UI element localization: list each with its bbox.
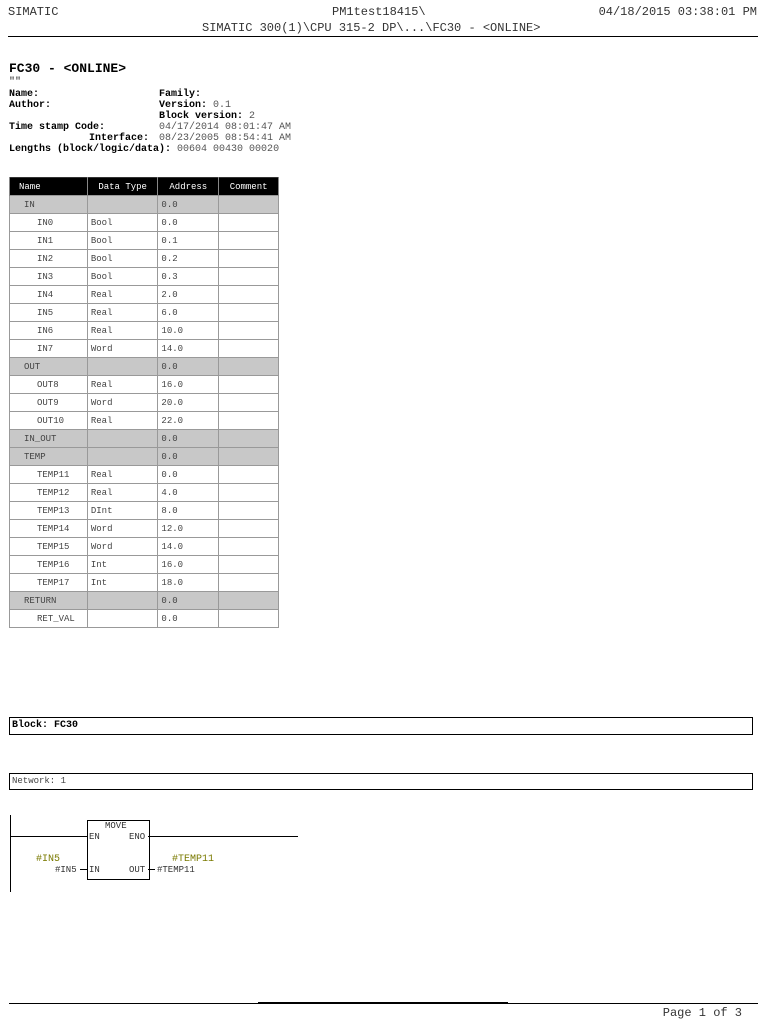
- cell-data-type: Bool: [87, 250, 158, 268]
- cell-comment: [219, 520, 279, 538]
- table-header-row: [10, 178, 279, 196]
- header-datetime: 04/18/2015 03:38:01 PM: [598, 5, 757, 19]
- out-operand[interactable]: #TEMP11: [157, 865, 195, 875]
- cell-data-type: Word: [87, 394, 158, 412]
- cell-address: 18.0: [158, 574, 219, 592]
- in-pin-wire: [80, 869, 87, 870]
- cell-data-type: Real: [87, 466, 158, 484]
- cell-address: 10.0: [158, 322, 219, 340]
- eno-wire: [148, 836, 298, 837]
- table-row: [10, 556, 279, 574]
- cell-address: 8.0: [158, 502, 219, 520]
- cell-data-type: Bool: [87, 214, 158, 232]
- cell-address: 6.0: [158, 304, 219, 322]
- table-row: [10, 502, 279, 520]
- cell-name: OUT9: [10, 394, 88, 412]
- cell-comment: [219, 286, 279, 304]
- cell-address: 4.0: [158, 484, 219, 502]
- table-row: [10, 520, 279, 538]
- table-row: [10, 376, 279, 394]
- table-section-row: [10, 448, 279, 466]
- cell-address: 14.0: [158, 340, 219, 358]
- out-symbol-comment: #TEMP11: [172, 854, 215, 865]
- table-row: [10, 250, 279, 268]
- cell-comment: [219, 430, 279, 448]
- cell-comment: [219, 412, 279, 430]
- cell-name: TEMP16: [10, 556, 88, 574]
- cell-name: IN0: [10, 214, 88, 232]
- timestamp-interface-value: 08/23/2005 08:54:41 AM: [159, 133, 292, 144]
- cell-data-type: Bool: [87, 232, 158, 250]
- table-section-row: [10, 592, 279, 610]
- table-section-row: [10, 430, 279, 448]
- cell-address: 0.0: [158, 466, 219, 484]
- cell-comment: [219, 250, 279, 268]
- cell-data-type: Bool: [87, 268, 158, 286]
- name-label: Name:: [9, 89, 40, 100]
- cell-comment: [219, 196, 279, 214]
- cell-comment: [219, 574, 279, 592]
- table-row: [10, 466, 279, 484]
- table-row: [10, 340, 279, 358]
- table-row: [10, 394, 279, 412]
- cell-comment: [219, 268, 279, 286]
- cell-data-type: Real: [87, 322, 158, 340]
- move-block-title: MOVE: [105, 821, 127, 831]
- cell-address: 0.0: [158, 214, 219, 232]
- table-row: [10, 538, 279, 556]
- timestamp-label: Time stamp Code:: [9, 122, 106, 133]
- cell-data-type: Word: [87, 538, 158, 556]
- in-operand[interactable]: #IN5: [55, 865, 77, 875]
- cell-data-type: Real: [87, 412, 158, 430]
- cell-name: IN4: [10, 286, 88, 304]
- version-row: Version: 0.1: [159, 100, 232, 111]
- family-label: Family:: [159, 89, 202, 100]
- cell-data-type: Int: [87, 556, 158, 574]
- cell-name: TEMP17: [10, 574, 88, 592]
- block-version-value: 2: [249, 111, 256, 122]
- cell-comment: [219, 394, 279, 412]
- block-label: Block: FC30: [12, 720, 79, 731]
- cell-name: IN5: [10, 304, 88, 322]
- network-label: Network: 1: [12, 776, 67, 786]
- column-name: Name: [10, 178, 88, 196]
- cell-address: 0.1: [158, 232, 219, 250]
- block-version-row: Block version: 2: [159, 111, 256, 122]
- eno-pin-label: ENO: [129, 832, 146, 842]
- table-row: [10, 412, 279, 430]
- in-pin-label: IN: [89, 865, 100, 875]
- power-rail: [10, 815, 11, 892]
- cell-name: IN: [10, 196, 88, 214]
- cell-address: 16.0: [158, 556, 219, 574]
- cell-name: RET_VAL: [10, 610, 88, 628]
- cell-name: OUT: [10, 358, 88, 376]
- cell-name: IN3: [10, 268, 88, 286]
- cell-name: TEMP12: [10, 484, 88, 502]
- cell-data-type: Real: [87, 376, 158, 394]
- cell-address: 2.0: [158, 286, 219, 304]
- cell-name: RETURN: [10, 592, 88, 610]
- cell-name: IN7: [10, 340, 88, 358]
- cell-comment: [219, 466, 279, 484]
- cell-data-type: [87, 448, 158, 466]
- out-pin-wire: [148, 869, 155, 870]
- cell-data-type: [87, 430, 158, 448]
- table-row: [10, 286, 279, 304]
- cell-name: IN6: [10, 322, 88, 340]
- cell-address: 0.2: [158, 250, 219, 268]
- en-wire: [10, 836, 87, 837]
- table-section-row: [10, 358, 279, 376]
- table-row: [10, 484, 279, 502]
- cell-data-type: DInt: [87, 502, 158, 520]
- cell-address: 16.0: [158, 376, 219, 394]
- table-section-row: [10, 196, 279, 214]
- cell-comment: [219, 304, 279, 322]
- block-title: FC30 - <ONLINE>: [9, 61, 127, 76]
- table-row: [10, 322, 279, 340]
- cell-address: 0.0: [158, 448, 219, 466]
- version-value: 0.1: [213, 100, 232, 111]
- cell-address: 20.0: [158, 394, 219, 412]
- interface-table-body: [10, 196, 279, 628]
- lengths-row: Lengths (block/logic/data): 00604 00430 00020: [9, 144, 280, 155]
- table-row: [10, 232, 279, 250]
- cell-comment: [219, 214, 279, 232]
- cell-address: 22.0: [158, 412, 219, 430]
- block-comment: "": [9, 77, 22, 88]
- column-comment: Comment: [219, 178, 279, 196]
- header-project: PM1test18415\: [332, 5, 426, 19]
- cell-address: 12.0: [158, 520, 219, 538]
- cell-name: OUT10: [10, 412, 88, 430]
- header-product: SIMATIC: [8, 5, 59, 19]
- cell-name: IN_OUT: [10, 430, 88, 448]
- lengths-value: 00604 00430 00020: [177, 144, 280, 155]
- cell-data-type: Real: [87, 484, 158, 502]
- cell-name: TEMP15: [10, 538, 88, 556]
- en-pin-label: EN: [89, 832, 100, 842]
- header-path: SIMATIC 300(1)\CPU 315-2 DP\...\FC30 - <ONLINE>: [202, 21, 541, 35]
- cell-data-type: Int: [87, 574, 158, 592]
- header-divider: [8, 36, 758, 37]
- cell-comment: [219, 610, 279, 628]
- page-number: Page 1 of 3: [662, 1006, 742, 1020]
- cell-comment: [219, 502, 279, 520]
- table-row: [10, 214, 279, 232]
- cell-name: TEMP14: [10, 520, 88, 538]
- cell-data-type: Word: [87, 340, 158, 358]
- cell-comment: [219, 592, 279, 610]
- cell-address: 0.3: [158, 268, 219, 286]
- cell-address: 0.0: [158, 430, 219, 448]
- table-row: [10, 304, 279, 322]
- table-row: [10, 610, 279, 628]
- cell-comment: [219, 340, 279, 358]
- cell-comment: [219, 538, 279, 556]
- cell-comment: [219, 484, 279, 502]
- network-bar: [9, 773, 753, 790]
- cell-data-type: Word: [87, 520, 158, 538]
- cell-address: 0.0: [158, 358, 219, 376]
- timestamp-code-value: 04/17/2014 08:01:47 AM: [159, 122, 292, 133]
- cell-address: 14.0: [158, 538, 219, 556]
- cell-address: 0.0: [158, 592, 219, 610]
- author-label: Author:: [9, 100, 52, 111]
- cell-data-type: Real: [87, 304, 158, 322]
- interface-table: [9, 177, 279, 628]
- cell-data-type: [87, 358, 158, 376]
- cell-name: IN1: [10, 232, 88, 250]
- table-row: [10, 268, 279, 286]
- cell-comment: [219, 448, 279, 466]
- cell-address: 0.0: [158, 196, 219, 214]
- cell-data-type: [87, 610, 158, 628]
- cell-data-type: [87, 592, 158, 610]
- cell-comment: [219, 358, 279, 376]
- block-bar: [9, 717, 753, 735]
- cell-data-type: Real: [87, 286, 158, 304]
- table-row: [10, 574, 279, 592]
- cell-comment: [219, 556, 279, 574]
- cell-data-type: [87, 196, 158, 214]
- cell-name: OUT8: [10, 376, 88, 394]
- cell-comment: [219, 376, 279, 394]
- column-data-type: Data Type: [87, 178, 158, 196]
- in-symbol-comment: #IN5: [36, 854, 61, 865]
- cell-comment: [219, 232, 279, 250]
- cell-address: 0.0: [158, 610, 219, 628]
- cell-name: TEMP13: [10, 502, 88, 520]
- column-address: Address: [158, 178, 219, 196]
- cell-name: TEMP11: [10, 466, 88, 484]
- cell-name: IN2: [10, 250, 88, 268]
- cell-comment: [219, 322, 279, 340]
- cell-name: TEMP: [10, 448, 88, 466]
- footer-divider-thick: [258, 1002, 508, 1004]
- interface-label: Interface:: [89, 133, 150, 144]
- out-pin-label: OUT: [129, 865, 146, 875]
